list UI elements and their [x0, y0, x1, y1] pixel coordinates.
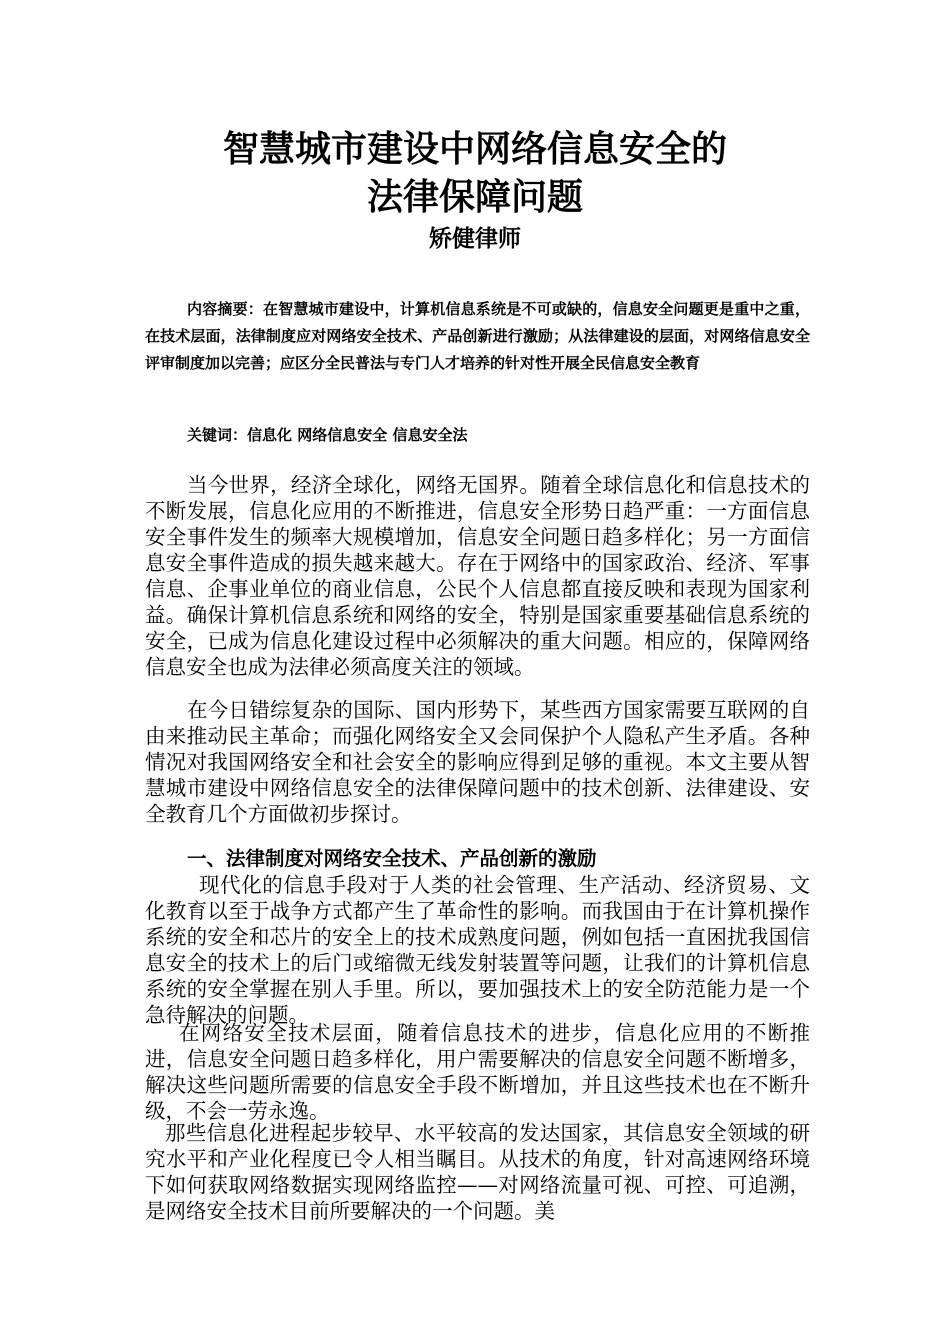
section-1-heading: 一、法律制度对网络安全技术、产品创新的激励 [187, 847, 597, 870]
keywords-line: 关键词：信息化 网络信息安全 信息安全法 [187, 426, 468, 444]
intro-paragraph-2: 在今日错综复杂的国际、国内形势下，某些西方国家需要互联网的自由来推动民主革命；而强化网络安全又会同保护个人隐私产生矛盾。各种情况对我国网络安全和社会安全的影响应得到足够的重视。本文主要从智慧城市建设中网络信息安全的法律保障问题中的技术创新、法律建设、安全教育几个方面做初步探讨。 [145, 698, 810, 826]
section-1-paragraph-2: 在网络安全技术层面，随着信息技术的进步，信息化应用的不断推进，信息安全问题日趋多样化，用户需要解决的信息安全问题不断增多，解决这些问题所需要的信息安全手段不断增加，并且这些技术也在不断升级，不会一劳永逸。 [145, 1021, 810, 1123]
section-1-paragraph-3: 那些信息化进程起步较早、水平较高的发达国家，其信息安全领域的研究水平和产业化程度已令人相当瞩目。从技术的角度，针对高速网络环境下如何获取网络数据实现网络监控——对网络流量可视、可控、可追溯，是网络安全技术目前所要解决的一个问题。美 [145, 1121, 810, 1223]
intro-paragraph-1: 当今世界，经济全球化，网络无国界。随着全球信息化和信息技术的不断发展，信息化应用的不断推进，信息安全形势日趋严重：一方面信息安全事件发生的频率大规模增加，信息安全问题日趋多样化；另一方面信息安全事件造成的损失越来越大。存在于网络中的国家政治、经济、军事信息、企事业单位的商业信息，公民个人信息都直接反映和表现为国家利益。确保计算机信息系统和网络的安全，特别是国家重要基础信息系统的安全，已成为信息化建设过程中必须解决的重大问题。相应的，保障网络信息安全也成为法律必须高度关注的领域。 [145, 473, 810, 679]
document-title-line-1: 智慧城市建设中网络信息安全的 [222, 129, 727, 170]
abstract-paragraph: 内容摘要：在智慧城市建设中，计算机信息系统是不可或缺的，信息安全问题更是重中之重，在技术层面，法律制度应对网络安全技术、产品创新进行激励；从法律建设的层面，对网络信息安全评审制度加以完善；应区分全民普法与专门人才培养的针对性开展全民信息安全教育 [145, 300, 810, 372]
section-1-paragraph-1: 现代化的信息手段对于人类的社会管理、生产活动、经济贸易、文化教育以至于战争方式都产生了革命性的影响。而我国由于在计算机操作系统的安全和芯片的安全上的技术成熟度问题，例如包括一直困扰我国信息安全的技术上的后门或缩微无线发射装置等问题，让我们的计算机信息系统的安全掌握在别人手里。所以，要加强技术上的安全防范能力是一个急待解决的问题。 [145, 873, 810, 1027]
document-title-line-2: 法律保障问题 [366, 177, 583, 218]
document-author: 矫健律师 [429, 226, 521, 252]
